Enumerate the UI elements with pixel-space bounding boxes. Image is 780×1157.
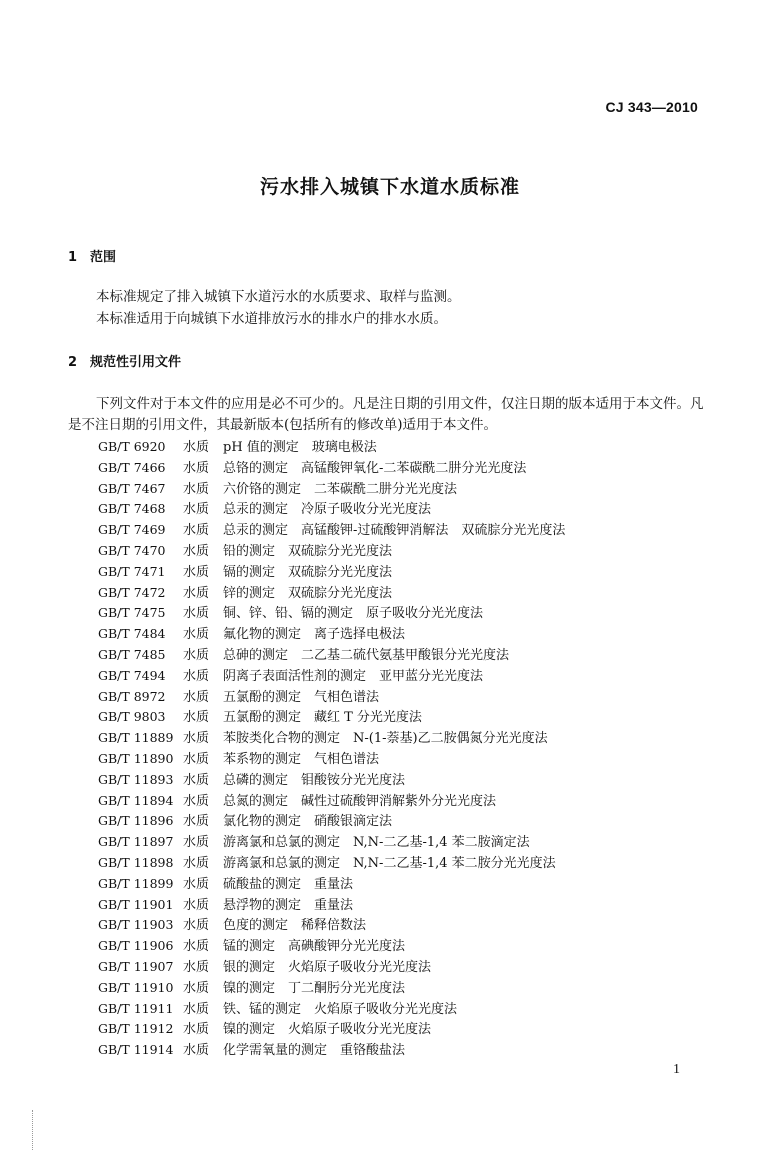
reference-category: 水质	[183, 980, 210, 996]
section-number: 1	[68, 250, 78, 265]
reference-code: GB/T 11901	[98, 896, 174, 912]
reference-title: 游离氯和总氯的测定 N,N-二乙基-1,4 苯二胺分光光度法	[223, 855, 556, 871]
reference-title: 总磷的测定 钼酸铵分光光度法	[223, 772, 406, 788]
reference-title: 阴离子表面活性剂的测定 亚甲蓝分光光度法	[223, 668, 484, 684]
reference-category: 水质	[183, 876, 210, 892]
reference-category: 水质	[183, 793, 210, 809]
reference-title: 色度的测定 稀释倍数法	[223, 918, 367, 934]
references-intro-paragraph: 下列文件对于本文件的应用是必不可少的。凡是注日期的引用文件，仅注日期的版本适用于本文件。凡是不注日期的引用文件，其最新版本(包括所有的修改单)适用于本文件。	[68, 396, 704, 433]
reference-item	[98, 479, 718, 500]
reference-title: 总砷的测定 二乙基二硫代氨基甲酸银分光光度法	[223, 647, 510, 663]
reference-item	[98, 791, 718, 812]
reference-item	[98, 915, 718, 936]
reference-code: GB/T 7470	[98, 542, 166, 558]
reference-item	[98, 624, 718, 645]
reference-category: 水质	[183, 440, 210, 455]
reference-category: 水质	[183, 710, 210, 726]
reference-title: 六价铬的测定 二苯碳酰二肼分光光度法	[223, 481, 458, 497]
reference-category: 水质	[183, 502, 210, 518]
reference-item	[98, 832, 718, 853]
reference-code: GB/T 9803	[98, 709, 166, 725]
reference-code: GB/T 7467	[98, 480, 166, 496]
section-title: 范围	[90, 250, 117, 265]
reference-title: 镍的测定 丁二酮肟分光光度法	[223, 980, 406, 996]
reference-item	[98, 999, 718, 1020]
scope-paragraph-1: 本标准规定了排入城镇下水道污水的水质要求、取样与监测。	[96, 289, 461, 305]
reference-title: pH 值的测定 玻璃电极法	[223, 440, 377, 455]
reference-category: 水质	[183, 897, 210, 913]
reference-code: GB/T 11898	[98, 854, 174, 870]
reference-item	[98, 687, 718, 708]
reference-category: 水质	[183, 918, 210, 934]
reference-title: 锰的测定 高碘酸钾分光光度法	[223, 939, 406, 955]
reference-category: 水质	[183, 772, 210, 788]
reference-code: GB/T 7471	[98, 563, 166, 579]
reference-code: GB/T 6920	[98, 439, 166, 454]
reference-item	[98, 707, 718, 728]
reference-item	[98, 853, 718, 874]
reference-code: GB/T 11906	[98, 938, 174, 954]
reference-item	[98, 666, 718, 687]
section-title: 规范性引用文件	[90, 355, 182, 370]
reference-code: GB/T 7485	[98, 646, 166, 662]
reference-item	[98, 770, 718, 791]
reference-list	[98, 437, 718, 1061]
reference-category: 水质	[183, 668, 210, 684]
reference-code: GB/T 8972	[98, 688, 166, 704]
reference-title: 总汞的测定 高锰酸钾-过硫酸钾消解法 双硫腙分光光度法	[223, 523, 566, 539]
reference-title: 悬浮物的测定 重量法	[223, 897, 354, 913]
reference-category: 水质	[183, 460, 210, 476]
reference-code: GB/T 11897	[98, 834, 174, 850]
section-number: 2	[68, 355, 78, 370]
reference-title: 游离氯和总氯的测定 N,N-二乙基-1,4 苯二胺滴定法	[223, 835, 530, 851]
reference-code: GB/T 11893	[98, 771, 174, 787]
reference-category: 水质	[183, 731, 210, 747]
reference-category: 水质	[183, 606, 210, 622]
reference-category: 水质	[183, 1001, 210, 1017]
reference-code: GB/T 11890	[98, 750, 174, 766]
reference-code: GB/T 11912	[98, 1021, 174, 1037]
reference-item	[98, 520, 718, 541]
reference-category: 水质	[183, 689, 210, 705]
reference-title: 五氯酚的测定 藏红 T 分光光度法	[223, 710, 422, 726]
reference-category: 水质	[183, 1022, 210, 1038]
reference-title: 硫酸盐的测定 重量法	[223, 876, 354, 892]
reference-title: 镉的测定 双硫腙分光光度法	[223, 564, 393, 580]
reference-item	[98, 978, 718, 999]
reference-item	[98, 1019, 718, 1040]
reference-code: GB/T 11899	[98, 875, 174, 891]
reference-code: GB/T 7472	[98, 584, 166, 600]
reference-category: 水质	[183, 564, 210, 580]
reference-item	[98, 749, 718, 770]
reference-code: GB/T 7468	[98, 501, 166, 517]
reference-category: 水质	[183, 647, 210, 663]
reference-category: 水质	[183, 585, 210, 601]
reference-item	[98, 603, 718, 624]
section-heading-scope	[68, 246, 116, 265]
reference-item	[98, 895, 718, 916]
reference-category: 水质	[183, 814, 210, 830]
reference-title: 化学需氧量的测定 重铬酸盐法	[223, 1043, 406, 1059]
reference-title: 铅的测定 双硫腙分光光度法	[223, 543, 393, 559]
reference-title: 锌的测定 双硫腙分光光度法	[223, 585, 393, 601]
reference-code: GB/T 11889	[98, 730, 174, 746]
reference-item	[98, 957, 718, 978]
reference-title: 银的测定 火焰原子吸收分光光度法	[223, 959, 432, 975]
reference-title: 铁、锰的测定 火焰原子吸收分光光度法	[223, 1001, 458, 1017]
reference-title: 总氮的测定 碱性过硫酸钾消解紫外分光光度法	[223, 793, 497, 809]
reference-title: 总汞的测定 冷原子吸收分光光度法	[223, 502, 432, 518]
reference-code: GB/T 7484	[98, 626, 166, 642]
reference-item	[98, 645, 718, 666]
reference-item	[98, 583, 718, 604]
reference-category: 水质	[183, 1043, 210, 1059]
reference-item	[98, 437, 718, 458]
reference-title: 氯化物的测定 硝酸银滴定法	[223, 814, 393, 830]
reference-item	[98, 562, 718, 583]
reference-code: GB/T 11911	[98, 1000, 174, 1016]
reference-title: 五氯酚的测定 气相色谱法	[223, 689, 380, 705]
reference-code: GB/T 7494	[98, 667, 166, 683]
reference-category: 水质	[183, 835, 210, 851]
reference-code: GB/T 11910	[98, 979, 174, 995]
scope-paragraph-2: 本标准适用于向城镇下水道排放污水的排水户的排水水质。	[96, 311, 447, 327]
reference-item	[98, 458, 718, 479]
reference-category: 水质	[183, 959, 210, 975]
reference-item	[98, 936, 718, 957]
reference-title: 铜、锌、铅、镉的测定 原子吸收分光光度法	[223, 606, 484, 622]
reference-item	[98, 499, 718, 520]
reference-title: 苯胺类化合物的测定 N-(1-萘基)乙二胺偶氮分光光度法	[223, 731, 548, 747]
section-heading-normative-references	[68, 351, 181, 370]
reference-code: GB/T 11907	[98, 958, 174, 974]
reference-code: GB/T 7466	[98, 459, 166, 475]
reference-code: GB/T 11896	[98, 813, 174, 829]
reference-category: 水质	[183, 543, 210, 559]
reference-item	[98, 1040, 718, 1061]
reference-code: GB/T 7475	[98, 605, 166, 621]
reference-title: 氟化物的测定 离子选择电极法	[223, 627, 406, 643]
reference-category: 水质	[183, 627, 210, 643]
page-number: 1	[673, 1062, 680, 1077]
reference-category: 水质	[183, 751, 210, 767]
reference-code: GB/T 11914	[98, 1042, 174, 1058]
document-title: 污水排入城镇下水道水质标准	[259, 176, 520, 198]
reference-category: 水质	[183, 855, 210, 871]
reference-category: 水质	[183, 939, 210, 955]
reference-category: 水质	[183, 481, 210, 497]
reference-title: 总铬的测定 高锰酸钾氧化-二苯碳酰二肼分光光度法	[223, 460, 527, 476]
margin-marks	[32, 1110, 35, 1150]
reference-title: 镍的测定 火焰原子吸收分光光度法	[223, 1022, 432, 1038]
reference-title: 苯系物的测定 气相色谱法	[223, 751, 380, 767]
reference-item	[98, 728, 718, 749]
reference-item	[98, 811, 718, 832]
reference-code: GB/T 11894	[98, 792, 174, 808]
reference-category: 水质	[183, 523, 210, 539]
standard-code: CJ 343—2010	[605, 99, 698, 115]
reference-item	[98, 541, 718, 562]
reference-code: GB/T 11903	[98, 917, 174, 933]
reference-code: GB/T 7469	[98, 522, 166, 538]
reference-item	[98, 874, 718, 895]
